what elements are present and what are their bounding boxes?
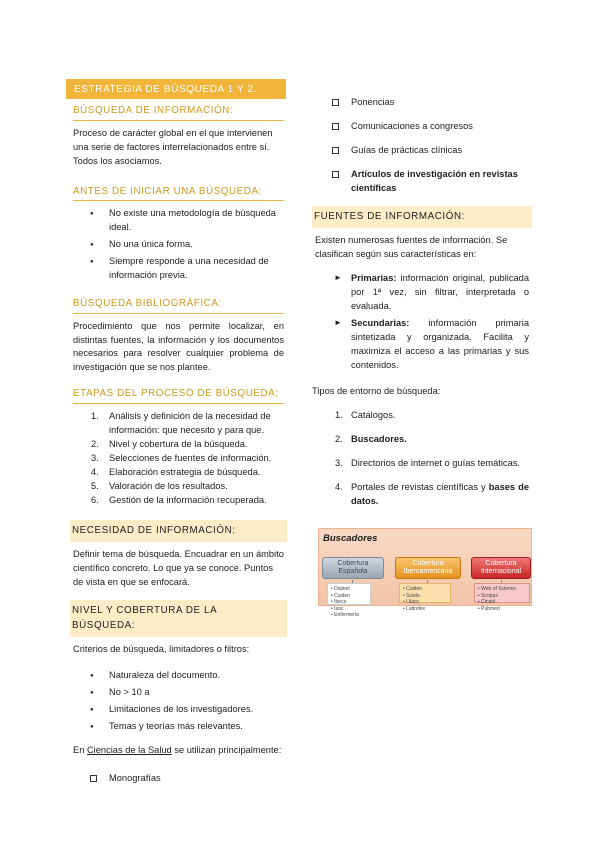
buscadores-diagram [318,528,532,618]
list-item: Monografías [73,772,284,786]
diagram-list-item: • Enfermería [331,612,359,618]
left-column [73,104,284,796]
diagram-list-item: • Pubmed [478,605,500,612]
diagram-list [331,586,367,619]
cobertura-internacional-box: Cobertura Internacional [471,557,531,579]
list-etapas [73,410,284,508]
list-item: 4. Portales de revistas científicas y bases de datos. [335,481,529,506]
diagram-title: Buscadores [323,533,378,544]
diagram-list-item: • Cuiden [331,592,350,599]
text-ciencias-salud: En Ciencias de la Salud se utilizan principalmente: [73,745,282,756]
list-item: 3. Selecciones de fuentes de información. [91,452,272,463]
list-item: ● Siempre responde a una necesidad de información previa. [73,255,284,283]
square-bullet-icon [332,99,339,106]
diagram-list [478,586,526,612]
diagram-list [403,586,447,612]
cobertura-espanola-list [327,583,371,618]
heading-necesidad-informacion: NECESIDAD DE INFORMACIÓN: [70,520,287,543]
heading-etapas-proceso: ETAPAS DEL PROCESO DE BÚSQUEDA: [73,387,284,404]
list-item: Ponencias [315,96,529,110]
list-item: ► Secundarias: información primaria sintetizada y organizada. Facilita y maximiza el acceso a las primarias y sus contenidos. [334,318,529,370]
list-item: ● No > 10 a [73,686,284,700]
text-busqueda-bibliografica: Procedimiento que nos permite localizar, en distintas fuentes, la información y los documentos necesarios para resolver cualquier problema de investigación que se nos plantee. [73,320,284,373]
list-item: ● Temas y teorías más relevantes. [73,720,284,734]
diagram-list-item: • Scielo [403,592,420,599]
diagram-list-item: • Dialnet [331,586,350,592]
diagram-list-item: • Cuiden [403,586,422,592]
square-bullet-icon [332,123,339,130]
diagram-list-item: • Cinahl [478,599,496,605]
diagram-list-item: • Scopus [478,592,498,599]
list-tipos-fuentes [315,272,529,373]
ciencias-salud-link[interactable]: Ciencias de la Salud [86,745,172,756]
diagram-list-item: • Latindex [403,605,426,612]
list-item: 2. Nivel y cobertura de la búsqueda. [91,438,248,449]
diagram-list-item: • Ibecs [331,599,347,605]
cobertura-internacional-list [474,583,530,612]
list-fuentes-salud-right [315,96,529,196]
list-item: 1. Análisis y definición de la necesidad de información: que necesito y para que. [91,411,271,435]
list-item: ► Primarias: información original, publicada por 1ª vez, sin filtrar, interpretada o evaluada. [334,273,529,312]
text-necesidad-informacion: Definir tema de búsqueda. Encuadrar en un ámbito científico concreto. Lo que ya se conoce. Puntos de vista en que se enfocará. [73,549,284,588]
list-item: ● Naturaleza del documento. [73,669,284,683]
list-item: ● Limitaciones de los investigadores. [73,703,284,717]
list-item: 4. Elaboración estrategia de búsqueda. [91,466,261,477]
list-item: 1. Catálogos. [335,409,396,420]
cobertura-espanola-box: Cobertura Española [322,557,384,579]
list-criterios [73,669,284,734]
text-criterios: Criterios de búsqueda, limitadores o filtros: [73,644,250,655]
section-banner: ESTRATEGIA DE BÚSQUEDA 1 Y 2. [66,79,286,99]
text-busqueda-informacion: Proceso de carácter global en el que intervienen una serie de factores interrelacionados entre sí. Todos los asociamos. [73,127,273,166]
list-item: 3. Directorios de internet o guías temáticas. [335,457,520,468]
cobertura-iberoamericana-list [399,583,451,612]
diagram-list-item: • Lilacs [403,599,419,605]
list-item: ● No existe una metodología de búsqueda ideal. [73,207,284,235]
list-item: Guías de prácticas clínicas [315,144,529,158]
heading-antes-iniciar: ANTES DE INICIAR UNA BÚSQUEDA: [73,185,284,202]
square-bullet-icon [332,171,339,178]
heading-busqueda-informacion: BÚSQUEDA DE INFORMACIÓN: [73,104,284,121]
diagram-list-item: • Web of Science [478,586,517,592]
arrow-right-icon: ► [334,273,342,283]
list-item: 2. Buscadores. [335,433,407,444]
list-fuentes-salud-left [73,772,284,786]
list-item: ● No una única forma. [73,238,284,252]
heading-busqueda-bibliografica: BÚSQUEDA BIBLIOGRÁFICA: [73,297,284,314]
square-bullet-icon [332,147,339,154]
diagram-list-item: • Isoc [331,605,344,612]
right-column [312,96,529,518]
list-item: Comunicaciones a congresos [315,120,529,134]
arrow-right-icon: ► [334,318,342,328]
list-antes-iniciar [73,207,284,283]
list-item: 6. Gestión de la información recuperada. [91,494,267,505]
heading-nivel-cobertura: NIVEL Y COBERTURA DE LA BÚSQUEDA: [70,600,287,637]
text-fuentes-informacion: Existen numerosas fuentes de información. Se clasifican según sus características en: [315,235,508,260]
list-tipos-entorno [315,409,529,509]
text-tipos-entorno: Tipos de entorno de búsqueda: [312,385,441,396]
list-item: 5. Valoración de los resultados. [91,480,228,491]
cobertura-iberoamericana-box: Cobertura Iberoamericana [395,557,461,579]
heading-fuentes-informacion: FUENTES DE INFORMACIÓN: [312,206,532,229]
list-item: Artículos de investigación en revistas científicas [315,168,529,196]
square-bullet-icon [90,775,97,782]
